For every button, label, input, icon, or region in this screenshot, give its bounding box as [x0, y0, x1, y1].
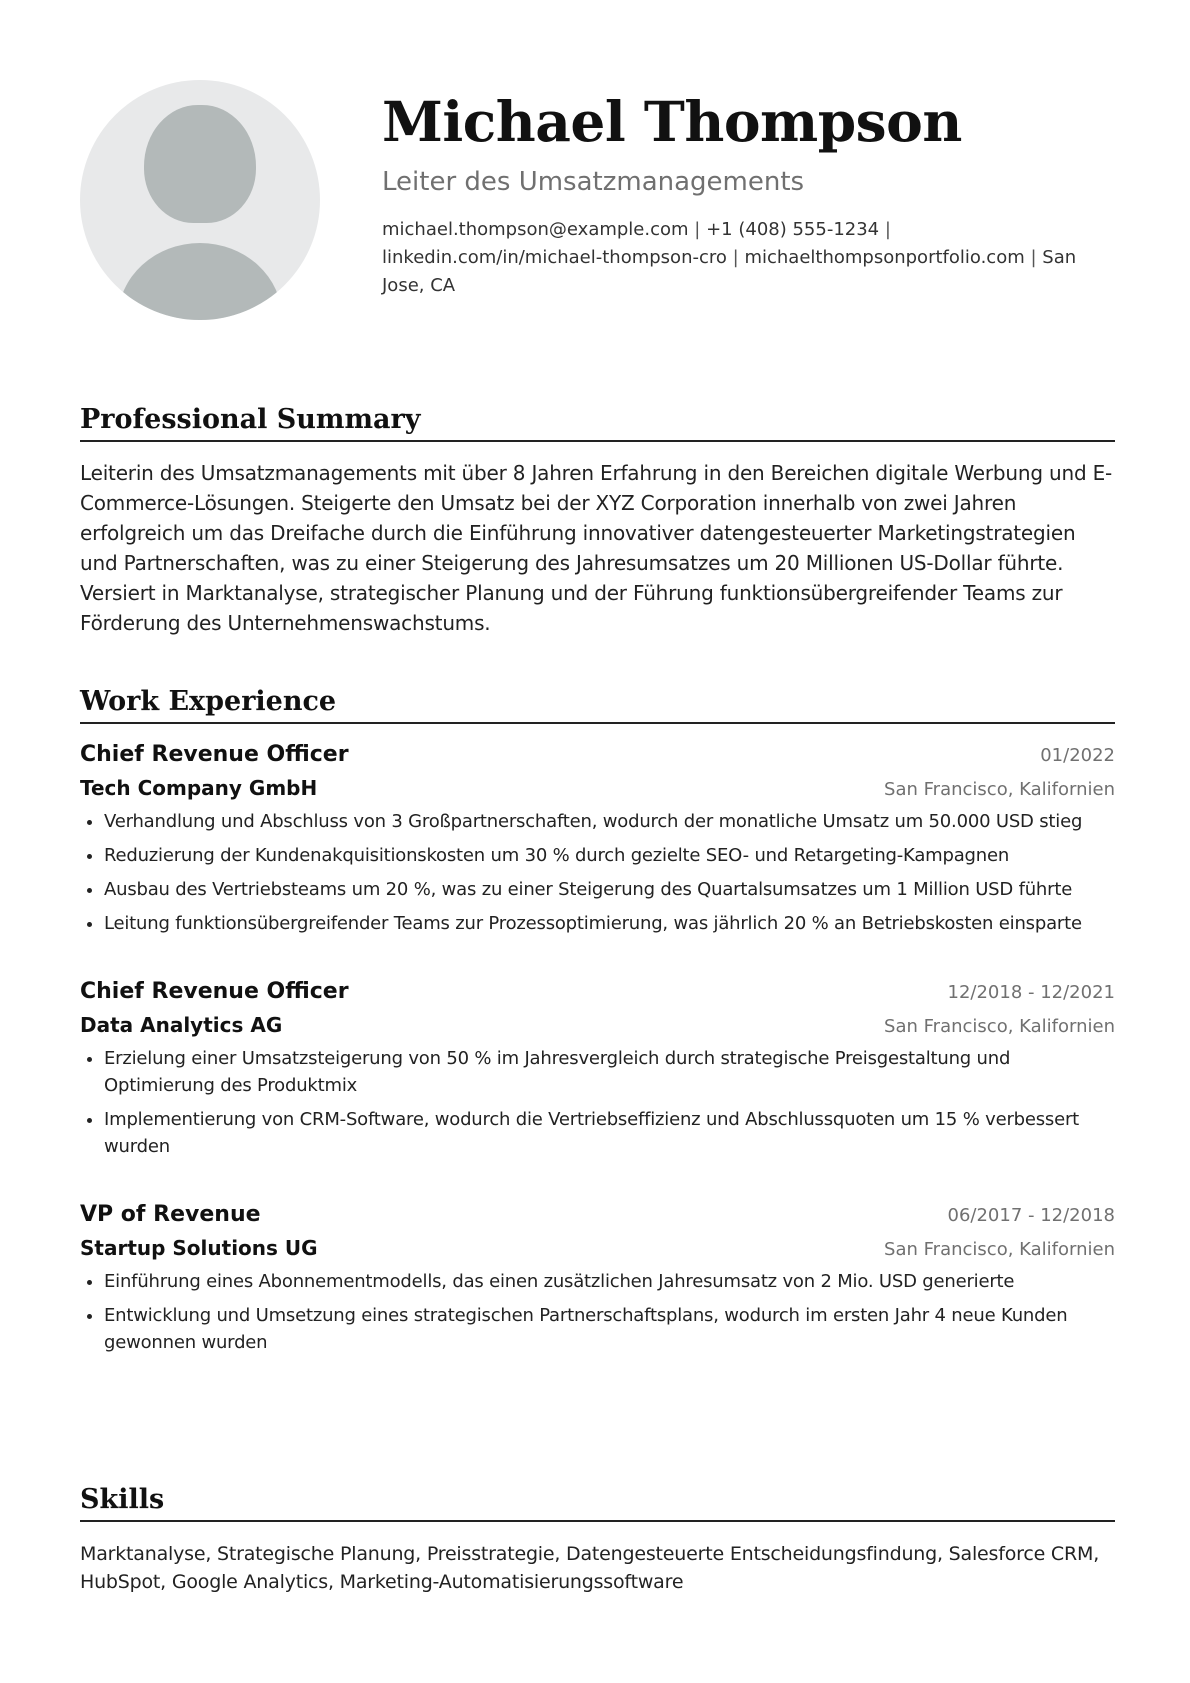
contact-linkedin: linkedin.com/in/michael-thompson-cro	[382, 246, 727, 268]
avatar-head-shape	[144, 105, 256, 223]
summary-heading: Professional Summary	[80, 404, 1115, 442]
job-company: Startup Solutions UG	[80, 1236, 318, 1261]
job-location: San Francisco, Kalifornien	[884, 779, 1115, 801]
contact-separator: |	[884, 218, 891, 240]
contact-separator: |	[694, 218, 701, 240]
job-bullet: Implementierung von CRM-Software, wodurch die Vertriebseffizienz und Abschlussquoten um 15 % verbessert wurden	[80, 1106, 1115, 1160]
contact-email: michael.thompson@example.com	[382, 218, 689, 240]
job-bullets	[80, 808, 1115, 937]
contact-info	[382, 216, 1115, 300]
contact-website: michaelthompsonportfolio.com	[744, 246, 1025, 268]
job-company: Data Analytics AG	[80, 1013, 283, 1038]
job-bullet: Verhandlung und Abschluss von 3 Großpartnerschaften, wodurch der monatliche Umsatz um 50.000 USD stieg	[80, 808, 1115, 835]
candidate-title: Leiter des Umsatzmanagements	[382, 166, 805, 197]
job-bullets	[80, 1045, 1115, 1160]
job-role: VP of Revenue	[80, 1202, 261, 1228]
summary-section	[80, 404, 1115, 638]
skills-section	[80, 1484, 1115, 1596]
contact-location: San Jose, CA	[382, 246, 1077, 296]
job-bullet: Leitung funktionsübergreifender Teams zur Prozessoptimierung, was jährlich 20 % an Betriebskosten einsparte	[80, 910, 1115, 937]
experience-heading: Work Experience	[80, 686, 1115, 724]
header-text	[382, 89, 1115, 300]
job-location: San Francisco, Kalifornien	[884, 1239, 1115, 1261]
job-role: Chief Revenue Officer	[80, 742, 349, 768]
job-entry	[80, 975, 1115, 1160]
resume-header	[80, 0, 1115, 330]
job-bullet: Erzielung einer Umsatzsteigerung von 50 % im Jahresvergleich durch strategische Preisgestaltung und Optimierung des Produktmix	[80, 1045, 1115, 1099]
avatar-body-shape	[118, 243, 282, 320]
resume-page	[80, 0, 1115, 1594]
job-bullets	[80, 1268, 1115, 1356]
contact-separator: |	[1030, 246, 1037, 268]
skills-text: Marktanalyse, Strategische Planung, Preisstrategie, Datengesteuerte Entscheidungsfindung, Salesforce CRM, HubSpot, Google Analytics, Marketing-Automatisierungssoftware	[80, 1543, 1100, 1594]
avatar-placeholder-icon	[80, 80, 320, 320]
candidate-name: Michael Thompson	[382, 89, 962, 154]
skills-heading: Skills	[80, 1484, 1115, 1522]
contact-phone: +1 (408) 555-1234	[706, 218, 880, 240]
job-bullet: Entwicklung und Umsetzung eines strategischen Partnerschaftsplans, wodurch im ersten Jahr 4 neue Kunden gewonnen wurden	[80, 1302, 1115, 1356]
job-location: San Francisco, Kalifornien	[884, 1016, 1115, 1038]
summary-text: Leiterin des Umsatzmanagements mit über 8 Jahren Erfahrung in den Bereichen digitale Werbung und E-Commerce-Lösungen. Steigerte den Umsatz bei der XYZ Corporation innerhalb von zwei Jahren erfolgreich um das Dreifache durch die Einführung innovativer datengesteuerter Marketingstrategien und Partnerschaften, was zu einer Steigerung des Jahresumsatzes um 20 Millionen US-Dollar führte. Versiert in Marktanalyse, strategischer Planung und der Führung funktionsübergreifender Teams zur Förderung des Unternehmenswachstums.	[80, 461, 1113, 636]
job-bullet: Ausbau des Vertriebsteams um 20 %, was zu einer Steigerung des Quartalsumsatzes um 1 Million USD führte	[80, 876, 1115, 903]
contact-separator: |	[732, 246, 739, 268]
job-date: 12/2018 - 12/2021	[947, 982, 1115, 1004]
job-entry	[80, 738, 1115, 937]
job-date: 01/2022	[1040, 745, 1115, 767]
job-date: 06/2017 - 12/2018	[947, 1205, 1115, 1227]
job-role: Chief Revenue Officer	[80, 979, 349, 1005]
experience-section	[80, 686, 1115, 1363]
job-bullet: Einführung eines Abonnementmodells, das einen zusätzlichen Jahresumsatz von 2 Mio. USD generierte	[80, 1268, 1115, 1295]
job-company: Tech Company GmbH	[80, 776, 318, 801]
job-bullet: Reduzierung der Kundenakquisitionskosten um 30 % durch gezielte SEO- und Retargeting-Kampagnen	[80, 842, 1115, 869]
job-entry	[80, 1198, 1115, 1356]
